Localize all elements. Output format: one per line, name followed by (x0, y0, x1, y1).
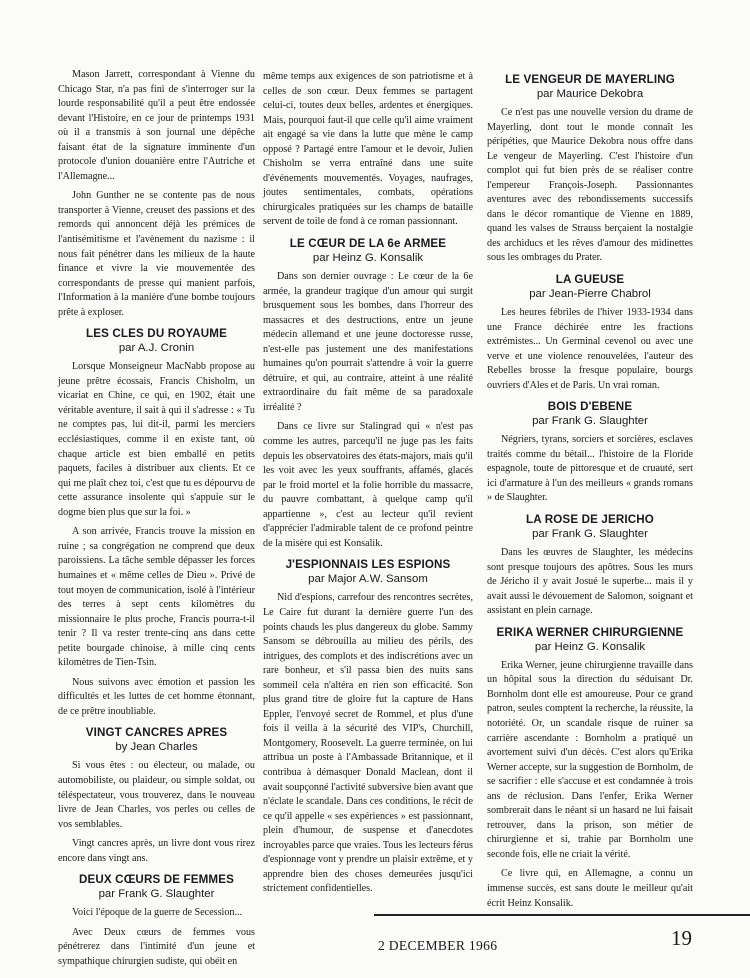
article-title: ERIKA WERNER CHIRURGIENNE (496, 625, 684, 639)
paragraph: Dans ce livre sur Stalingrad qui « n'est pas comme les autres, parcequ'il ne juge pas les faits depuis les observatoires des états-majors, mais qu'il les voit avec les yeux souffrants, affamés, glacés par le froid mortel et la folie horrible du massacre, du pauvre combattant, à quelque camp qu'il appartienne », c'est au lecteur qu'il revient d'apprécier l'admirable talent de ce profond peintre de la misère qui est Konsalik. (263, 421, 473, 549)
paragraph: Vingt cancres après, un livre dont vous rirez encore dans vingt ans. (58, 838, 255, 864)
article-author: par Frank G. Slaughter (532, 415, 648, 428)
article-author: par Maurice Dekobra (536, 88, 644, 100)
article-author: par Frank G. Slaughter (532, 528, 648, 541)
paragraph: Si vous êtes : ou électeur, ou malade, ou automobiliste, ou plaideur, ou simple soldat, ou téléspectateur, vous trouverez, dans le nouveau livre de Jean Charles, vos perles ou celles de vos semblables. (58, 760, 255, 830)
article-title: BOIS D'EBENE (547, 400, 633, 414)
paragraph: Avec Deux cœurs de femmes vous pénétrerez dans l'intimité d'un jeune et sympathique chirurgien sudiste, qui obéit en (58, 926, 255, 967)
article-title: LA GUEUSE (555, 273, 625, 287)
article-author: par Jean-Pierre Chabrol (529, 288, 651, 301)
paragraph: Nous suivons avec émotion et passion les difficultés et les luttes de cet homme étonnant, de ce prêtre inoubliable. (58, 676, 255, 717)
paragraph: Nid d'espions, carrefour des rencontres secrètes, Le Caire fut durant la dernière guerre l'un des points chauds les plus dangereux du globe. Sammy Sansom se débrouilla au milieu des périls, des intrigues, des complots et des indiscrétions avec un rare bonheur, et s'il passa bien des nuits sans sommeil cela n'altéra en rien son efficacité. Son plus grand titre de gloire fut la capture de Hans Eppler, l'envoyé secret de Rommel, et plus d'une fois il veilla à la sécurité des VIP's, Churchill, Montgomery, Roosevelt. La guerre terminée, on lui attribua un poste à l'Ambassade Britannique, et il contribua à démasquer Donald Maclean, dont il avait soupçonné l'activité subversive bien avant que n'éclate le scandale. Dans ces conditions, le récit de ce qu'il appelle « ses expériences » est passionnant, plein d'humour, de suspense et d'anecdotes incroyables parce que vraies. Tous les lecteurs férus d'espionnage vont y prendre un plaisir extrême, et y apprendre bien des choses demeurées jusqu'ici strictement confidentielles. (263, 592, 473, 895)
article-title: LA ROSE DE JERICHO (526, 513, 654, 527)
paragraph: Les heures fébriles de l'hiver 1933-1934 dans une France déchirée entre les fractions extrémistes... Un Germinal cevenol ou avec une verve et une violence renouvelées, l'auteur des Rebelles brosse la fresque populaire, bourgs ouvriers d'Ales et de Paris. Un vrai roman. (487, 307, 693, 391)
footer-date: 2 DECEMBER 1966 (378, 938, 498, 953)
paragraph: Mason Jarrett, correspondant à Vienne du Chicago Star, n'a pas fini de s'interroger sur la lourde responsabilité qu'il a peut être endossée devant l'Histoire, en ce jour de printemps 1931 où il a transmis à son journal une dépêche faisant état de la signature imminente d'un protocole d'union douanière entre l'Autriche et l'Allemagne... (58, 69, 255, 182)
paragraph: John Gunther ne se contente pas de nous transporter à Vienne, creuset des passions et des remords qui annoncent déjà les prémices de l'antisémitisme et l'avènement du nazisme : il nous fait pénétrer dans les milieux de la haute finance et vivre la vie mouvementée des correspondants de presse qui manient parfois, l'Information à la manière d'une bombe toujours prête à exploser. (58, 190, 255, 318)
paragraph: Ce livre qui, en Allemagne, a connu un immense succès, est sans doute le meilleur qu'ait écrit Heinz Konsalik. (487, 868, 693, 909)
column-1 (58, 68, 255, 974)
article-title: J'ESPIONNAIS LES ESPIONS (285, 558, 451, 572)
article-author: by Jean Charles (115, 741, 198, 754)
paragraph: Voici l'époque de la guerre de Secession... (72, 907, 243, 919)
article-author: par Heinz G. Konsalik (312, 252, 424, 265)
article-title: DEUX CŒURS DE FEMMES (78, 873, 235, 887)
page-number: 19 (671, 926, 692, 950)
column-3 (487, 72, 693, 916)
footer-rule (374, 914, 750, 916)
article-author: par Heinz G. Konsalik (534, 640, 646, 653)
paragraph: Négriers, tyrans, sorciers et sorcières, esclaves traités comme du bétail... l'histoire de la Floride espagnole, toute de pittoresque et de cruauté, sert ici d'armature à l'un des meilleurs « grands romans » de Slaughter. (487, 434, 693, 504)
article-author: par Frank G. Slaughter (98, 888, 215, 901)
paragraph: même temps aux exigences de son patriotisme et à celles de son cœur. Deux femmes se partagent celui-ci, toutes deux belles, ardentes et énergiques. Mais, pourquoi faut-il que celle qu'il aime vraiment ait engagé sa vie dans la lutte que mène le camp opposé ? Partagé entre l'amour et le devoir, Julien Chisholm se verra entraîné dans une suite d'événements mouvementés. Voyages, naufrages, joutes sentimentales, combats, opérations chirurgicales pratiquées sur les champs de bataille servent de toile de fond à ce roman passionnant. (263, 71, 473, 228)
paragraph: A son arrivée, Francis trouve la mission en ruine ; sa congrégation ne comprend que deux paroissiens. La tâche semble dépasser les forces humaines et « même celles de Dieu ». Privé de tout moyen de communication, isolé à l'intérieur des terres à sept cents kilomètres du missionnaire le plus proche, Francis pourra-t-il tenir ? Il va rester trente-cinq ans dans cette petite bourgade chinoise, à mille cinq cents kilomètres de Tien-Tsin. (58, 526, 255, 669)
article-title: LE CŒUR DE LA 6e ARMEE (289, 237, 447, 251)
paragraph: Erika Werner, jeune chirurgienne travaille dans un hôpital sous la direction du séduisant Dr. Bornholm dont elle est amoureuse. Pour ce grand patron, seules comptent la recherche, la réussite, la notoriété. Or, un scandale risque de ruiner sa carrière ascendante : Bornholm a pratiqué un avortement suivi d'un décès. C'est alors qu'Erika Werner accepte, sur la suggestion de Bornholm, de se sacrifier : elle s'accuse et est condamnée à trois ans de réclusion. Dans l'enfer, Erika Werner sombrerait dans le néant si un hasard ne lui faisait retrouver, dans la prison, son métier de chirurgienne et si, trahie par Bornholm une seconde fois, elle ne criait la vérité. (487, 659, 693, 860)
article-author: par A.J. Cronin (118, 342, 195, 355)
article-title: LES CLES DU ROYAUME (86, 327, 227, 341)
column-2 (263, 70, 473, 902)
article-author: par Major A.W. Sansom (308, 573, 428, 586)
article-title: VINGT CANCRES APRES (85, 726, 228, 740)
paragraph: Dans son dernier ouvrage : Le cœur de la 6e armée, la grandeur tragique d'un amour qui surgit brusquement sous les bombes, dans l'horreur des massacres et des destructions, entre un jeune médecin allemand et une jeune doctoresse russe, n'est-elle pas justement une des manifestations humaines qu'on pourrait s'attendre à voir la guerre détruire, et qui, au contraire, atteint à une réalité extraordinaire du fait même de sa paradoxale irréalité ? (263, 271, 473, 413)
paragraph: Ce n'est pas une nouvelle version du drame de Mayerling, dont tout le monde connaît les péripéties, que Maurice Dekobra nous offre dans Le vengeur de Mayerling. C'est l'histoire d'un complot qui fut bien près de se réaliser contre l'empereur François-Joseph. Passionnantes aventures avec des rebondissements successifs dans le décor romantique de Vienne en 1889, quand les valses de Strauss berçaient la nostalgie des archiducs et les rêves d'amour des midinettes sous les ombrages du Prater. (487, 107, 693, 264)
paragraph: Dans les œuvres de Slaughter, les médecins sont presque toujours des apôtres. Sous les murs de Jéricho il y avait Josué le superbe... mais il y avait aussi le dévouement de Salomon, soignant et assistant en plein carnage. (487, 547, 693, 617)
paragraph: Lorsque Monseigneur MacNabb propose au jeune prêtre écossais, Francis Chisholm, un vicariat en Chine, ce qui, en 1902, était une véritable aventure, il sait à qui il s'adresse : « Tu ne comptes pas, lui dit-il, parmi les merciers ecclésiastiques, comme il en existe tant, où chaque article est bien emballé en petits paquets, faciles à distribuer aux clients. Et ce qui me plaît chez toi, c'est que tu es dépourvu de cette assurance insolente qui s'appuie sur le dogme bien plus que sur la foi. » (58, 361, 255, 518)
article-title: LE VENGEUR DE MAYERLING (505, 73, 675, 86)
